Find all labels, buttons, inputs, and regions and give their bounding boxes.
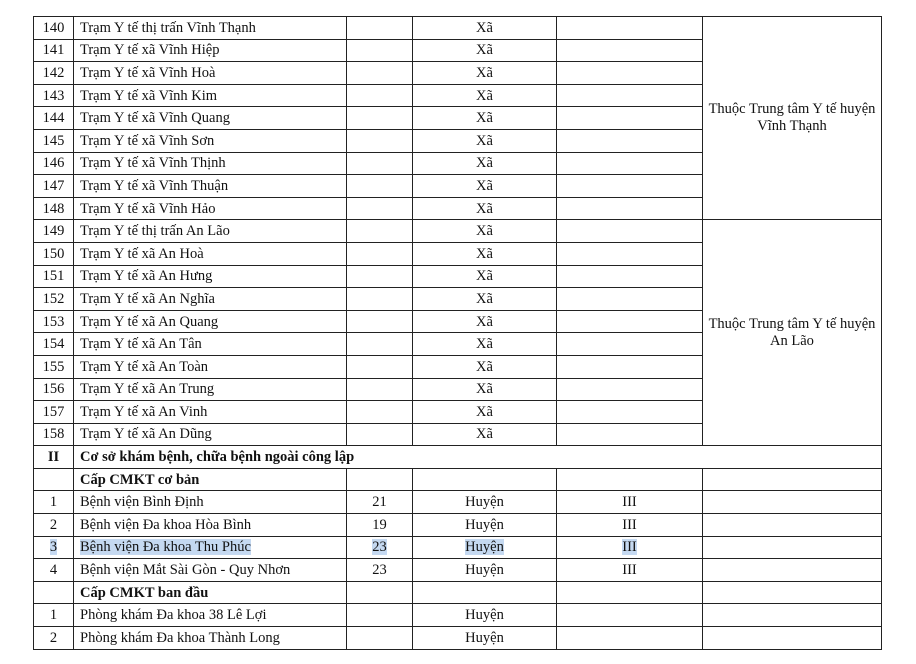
facility-level-text: Xã: [476, 19, 493, 36]
blank-cell: [347, 152, 413, 175]
facility-level: [413, 107, 557, 130]
facility-name: [74, 107, 347, 130]
facility-name: [74, 175, 347, 198]
facility-name: [74, 242, 347, 265]
row-number-text: 141: [42, 42, 65, 59]
row-number: [34, 310, 74, 333]
facility-level-text: Xã: [476, 245, 493, 262]
facility-name: [74, 84, 347, 107]
blank-cell: [347, 288, 413, 311]
table-row: [34, 220, 882, 243]
facility-name-text: Trạm Y tế xã Vĩnh Quang: [80, 110, 230, 127]
facility-name-text: Trạm Y tế xã An Vinh: [80, 403, 208, 420]
blank-cell: [347, 242, 413, 265]
facility-level-text: Xã: [476, 381, 493, 398]
facility-name-text: Trạm Y tế xã An Trung: [80, 381, 215, 398]
blank-cell: [347, 17, 413, 40]
section-title-text: Cơ sở khám bệnh, chữa bệnh ngoài công lập: [80, 449, 355, 466]
row-number: [34, 17, 74, 40]
facility-level: [413, 378, 557, 401]
blank-cell: [557, 401, 703, 424]
row-number: [34, 175, 74, 198]
subsection-title: [74, 468, 347, 491]
facility-level-text: Xã: [476, 110, 493, 127]
row-number: [34, 62, 74, 85]
facility-code: [347, 559, 413, 582]
row-number-text: 140: [42, 19, 65, 36]
facility-name-text: Trạm Y tế xã An Quang: [80, 313, 219, 330]
facility-level-text: Xã: [476, 358, 493, 375]
facility-name: [74, 355, 347, 378]
blank-cell: [557, 355, 703, 378]
facility-code-text: 19: [372, 516, 387, 533]
row-number-text: 149: [42, 223, 65, 240]
blank-cell: [557, 627, 703, 650]
facility-level-text: Huyện: [465, 629, 504, 646]
facility-name-text: Bệnh viện Bình Định: [80, 494, 204, 511]
facility-level-text: Xã: [476, 403, 493, 420]
row-number-text: 144: [42, 110, 65, 127]
facility-level-text: Xã: [476, 223, 493, 240]
facility-name: [74, 62, 347, 85]
group-note: [703, 17, 882, 220]
row-number-text: 153: [42, 313, 65, 330]
facility-level-text: Huyện: [465, 607, 504, 624]
blank-cell: [703, 491, 882, 514]
table-row: [34, 491, 882, 514]
facility-name-text: Trạm Y tế xã Vĩnh Hảo: [80, 200, 216, 217]
facility-name-text: Bệnh viện Mắt Sài Gòn - Quy Nhơn: [80, 562, 291, 579]
facility-level-text: Huyện: [465, 539, 504, 556]
blank-cell: [557, 423, 703, 446]
facility-grade: [557, 491, 703, 514]
facility-name: [74, 17, 347, 40]
row-number-text: 158: [42, 426, 65, 443]
facility-level: [413, 197, 557, 220]
row-number-text: 151: [42, 268, 65, 285]
row-number: [34, 39, 74, 62]
row-number: [34, 559, 74, 582]
blank-cell: [557, 197, 703, 220]
row-number: [34, 355, 74, 378]
blank-cell: [347, 310, 413, 333]
blank-cell: [557, 17, 703, 40]
facility-level-text: Xã: [476, 200, 493, 217]
facility-grade: [557, 514, 703, 537]
facility-name-text: Bệnh viện Đa khoa Hòa Bình: [80, 516, 252, 533]
facility-level: [413, 62, 557, 85]
facility-level-text: Xã: [476, 64, 493, 81]
row-number-text: 152: [42, 290, 65, 307]
facility-name: [74, 288, 347, 311]
row-number-text: 145: [42, 132, 65, 149]
blank-cell: [347, 107, 413, 130]
section-number: [34, 446, 74, 469]
facility-name: [74, 514, 347, 537]
blank-cell: [557, 242, 703, 265]
table-row: [34, 446, 882, 469]
blank-cell: [557, 62, 703, 85]
facility-name-text: Trạm Y tế xã An Toàn: [80, 358, 209, 375]
facility-level: [413, 310, 557, 333]
row-number: [34, 265, 74, 288]
blank-cell: [413, 468, 557, 491]
blank-cell: [557, 288, 703, 311]
facility-level: [413, 401, 557, 424]
blank-cell: [557, 152, 703, 175]
row-number-text: 1: [49, 607, 58, 624]
facility-level: [413, 604, 557, 627]
row-number-text: 155: [42, 358, 65, 375]
facility-code-text: 23: [372, 562, 387, 579]
facility-level-text: Xã: [476, 336, 493, 353]
blank-cell: [347, 220, 413, 243]
facility-name-text: Trạm Y tế xã Vĩnh Thuận: [80, 177, 229, 194]
facility-name: [74, 536, 347, 559]
facility-name: [74, 401, 347, 424]
facility-name-text: Trạm Y tế xã Vĩnh Sơn: [80, 132, 215, 149]
facility-level-text: Huyện: [465, 494, 504, 511]
facility-code: [347, 514, 413, 537]
row-number: [34, 604, 74, 627]
row-number-text: 3: [49, 539, 58, 556]
group-note-text: Thuộc Trung tâm Y tế huyện Vĩnh Thạnh: [708, 101, 876, 135]
facility-grade: [557, 536, 703, 559]
blank-cell: [347, 265, 413, 288]
facility-name: [74, 220, 347, 243]
facility-level: [413, 242, 557, 265]
facility-name: [74, 423, 347, 446]
table-row: [34, 627, 882, 650]
row-number-text: 4: [49, 562, 58, 579]
blank-cell: [557, 265, 703, 288]
subsection-title-text: Cấp CMKT cơ bản: [80, 471, 200, 488]
facility-level: [413, 333, 557, 356]
row-number-text: 2: [49, 516, 58, 533]
facility-level: [413, 220, 557, 243]
table-row: [34, 536, 882, 559]
row-number-text: 148: [42, 200, 65, 217]
row-number: [34, 514, 74, 537]
facility-level: [413, 129, 557, 152]
blank-cell: [557, 468, 703, 491]
row-number: [34, 401, 74, 424]
blank-cell: [703, 559, 882, 582]
facility-level: [413, 536, 557, 559]
blank-cell: [347, 39, 413, 62]
facility-name-text: Trạm Y tế xã An Nghĩa: [80, 290, 215, 307]
facility-name-text: Trạm Y tế xã An Hoà: [80, 245, 204, 262]
facility-code-text: 21: [372, 494, 387, 511]
facility-name-text: Trạm Y tế xã Vĩnh Hoà: [80, 64, 216, 81]
table-row: [34, 581, 882, 604]
facility-code-text: 23: [372, 539, 387, 556]
blank-cell: [703, 514, 882, 537]
group-note-text: Thuộc Trung tâm Y tế huyện An Lão: [708, 315, 876, 349]
blank-cell: [557, 39, 703, 62]
blank-cell: [557, 220, 703, 243]
row-number: [34, 627, 74, 650]
blank-cell: [347, 355, 413, 378]
facility-name: [74, 310, 347, 333]
facility-name-text: Trạm Y tế xã Vĩnh Kim: [80, 87, 218, 104]
blank-cell: [347, 175, 413, 198]
facility-name-text: Phòng khám Đa khoa Thành Long: [80, 629, 280, 646]
facility-level: [413, 559, 557, 582]
row-number: [34, 152, 74, 175]
blank-cell: [347, 581, 413, 604]
facility-name: [74, 559, 347, 582]
facility-code: [347, 536, 413, 559]
blank-cell: [703, 468, 882, 491]
facility-level-text: Xã: [476, 268, 493, 285]
facility-level-text: Xã: [476, 155, 493, 172]
facility-level-text: Xã: [476, 426, 493, 443]
facility-name-text: Phòng khám Đa khoa 38 Lê Lợi: [80, 607, 267, 624]
row-number-text: 1: [49, 494, 58, 511]
row-number: [34, 84, 74, 107]
blank-cell: [557, 84, 703, 107]
row-number-text: 147: [42, 177, 65, 194]
blank-cell: [557, 581, 703, 604]
blank-cell: [347, 129, 413, 152]
row-number: [34, 107, 74, 130]
section-number-text: II: [47, 449, 60, 466]
group-note: [703, 220, 882, 446]
row-number: [34, 333, 74, 356]
blank-cell: [34, 468, 74, 491]
facility-code: [347, 491, 413, 514]
blank-cell: [557, 333, 703, 356]
facility-level: [413, 84, 557, 107]
blank-cell: [703, 536, 882, 559]
subsection-title-text: Cấp CMKT ban đầu: [80, 584, 209, 601]
row-number: [34, 220, 74, 243]
facility-level: [413, 265, 557, 288]
blank-cell: [413, 581, 557, 604]
row-number: [34, 536, 74, 559]
row-number: [34, 288, 74, 311]
facility-level: [413, 152, 557, 175]
facility-grade-text: III: [622, 539, 637, 556]
facility-level-text: Huyện: [465, 562, 504, 579]
facility-level: [413, 175, 557, 198]
blank-cell: [347, 333, 413, 356]
blank-cell: [557, 107, 703, 130]
facility-level: [413, 17, 557, 40]
blank-cell: [557, 175, 703, 198]
row-number-text: 143: [42, 87, 65, 104]
subsection-title: [74, 581, 347, 604]
facility-level-text: Xã: [476, 132, 493, 149]
facility-grade-text: III: [622, 494, 637, 511]
blank-cell: [347, 423, 413, 446]
facility-name: [74, 378, 347, 401]
facility-name-text: Trạm Y tế xã Vĩnh Thịnh: [80, 155, 226, 172]
blank-cell: [347, 604, 413, 627]
blank-cell: [557, 604, 703, 627]
row-number: [34, 378, 74, 401]
blank-cell: [34, 581, 74, 604]
row-number-text: 157: [42, 403, 65, 420]
facility-level-text: Xã: [476, 290, 493, 307]
blank-cell: [347, 84, 413, 107]
row-number: [34, 242, 74, 265]
blank-cell: [347, 62, 413, 85]
row-number: [34, 197, 74, 220]
row-number-text: 2: [49, 629, 58, 646]
blank-cell: [347, 468, 413, 491]
blank-cell: [557, 129, 703, 152]
blank-cell: [703, 627, 882, 650]
facility-grade: [557, 559, 703, 582]
table-row: [34, 559, 882, 582]
table-row: [34, 604, 882, 627]
blank-cell: [347, 197, 413, 220]
blank-cell: [347, 627, 413, 650]
facility-name: [74, 152, 347, 175]
facility-name-text: Bệnh viện Đa khoa Thu Phúc: [80, 539, 251, 556]
facility-grade-text: III: [622, 562, 637, 579]
facility-level-text: Xã: [476, 313, 493, 330]
facility-level: [413, 627, 557, 650]
facility-level: [413, 423, 557, 446]
facility-grade-text: III: [622, 516, 637, 533]
facility-name: [74, 265, 347, 288]
blank-cell: [347, 401, 413, 424]
facility-name-text: Trạm Y tế xã An Dũng: [80, 426, 212, 443]
table-row: [34, 17, 882, 40]
facility-name: [74, 129, 347, 152]
row-number: [34, 423, 74, 446]
facility-level-text: Xã: [476, 42, 493, 59]
facility-level: [413, 491, 557, 514]
row-number-text: 146: [42, 155, 65, 172]
facility-name: [74, 197, 347, 220]
facility-name-text: Trạm Y tế xã An Tân: [80, 336, 202, 353]
facility-name-text: Trạm Y tế thị trấn Vĩnh Thạnh: [80, 19, 256, 36]
facility-name-text: Trạm Y tế thị trấn An Lão: [80, 223, 230, 240]
row-number: [34, 129, 74, 152]
facility-level-text: Xã: [476, 177, 493, 194]
row-number-text: 150: [42, 245, 65, 262]
facility-name: [74, 491, 347, 514]
facility-table: [33, 16, 882, 650]
table-row: [34, 468, 882, 491]
facility-name: [74, 604, 347, 627]
row-number-text: 156: [42, 381, 65, 398]
blank-cell: [557, 378, 703, 401]
facility-name: [74, 627, 347, 650]
row-number-text: 142: [42, 64, 65, 81]
blank-cell: [557, 310, 703, 333]
table-row: [34, 514, 882, 537]
facility-level: [413, 39, 557, 62]
row-number-text: 154: [42, 336, 65, 353]
facility-level-text: Xã: [476, 87, 493, 104]
section-title: [74, 446, 882, 469]
facility-level: [413, 288, 557, 311]
facility-level: [413, 355, 557, 378]
blank-cell: [703, 604, 882, 627]
facility-level: [413, 514, 557, 537]
facility-name-text: Trạm Y tế xã An Hưng: [80, 268, 213, 285]
facility-name-text: Trạm Y tế xã Vĩnh Hiệp: [80, 42, 220, 59]
facility-name: [74, 39, 347, 62]
blank-cell: [347, 378, 413, 401]
facility-level-text: Huyện: [465, 516, 504, 533]
facility-name: [74, 333, 347, 356]
blank-cell: [703, 581, 882, 604]
row-number: [34, 491, 74, 514]
